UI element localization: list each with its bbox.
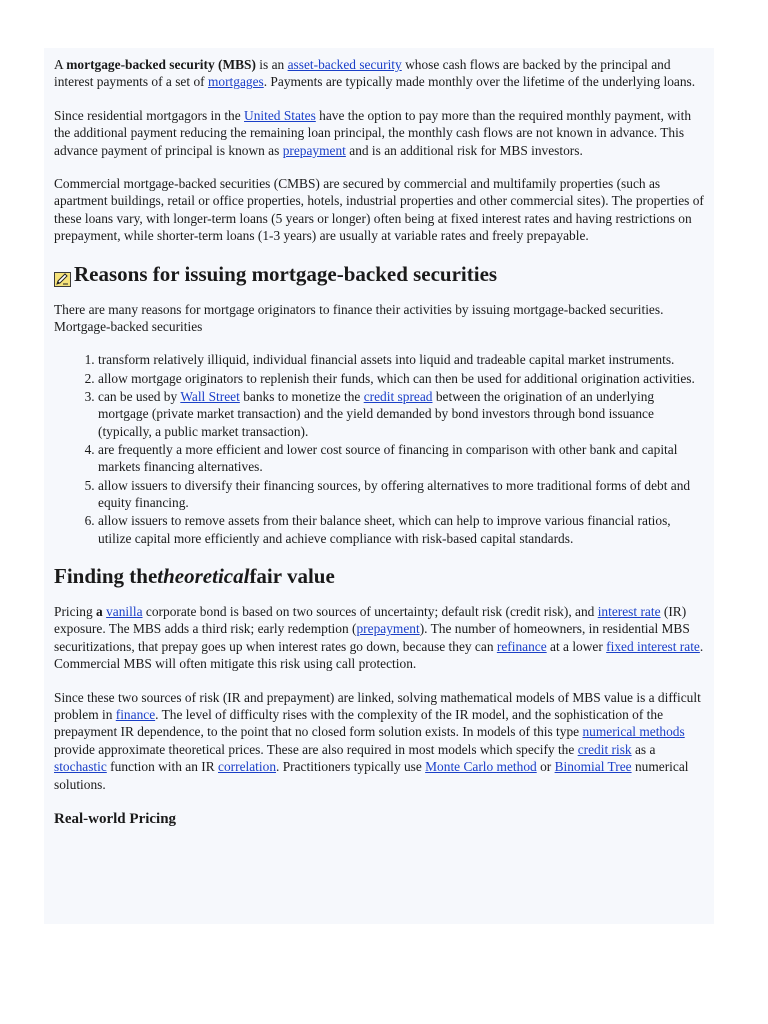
bold-text: a xyxy=(96,603,103,619)
link-refinance[interactable]: refinance xyxy=(496,638,547,654)
text-run: at a lower xyxy=(546,638,607,654)
text-run: corporate bond is based on two sources of uncertainty; default risk (credit risk), and xyxy=(142,603,598,619)
subheading-real-world-pricing: Real-world Pricing xyxy=(54,810,177,827)
text-run: Since these two sources of risk (IR and prepayment) are linked, solving mathematical models of MBS value is a difficult problem in xyxy=(54,689,701,722)
italic-text: theoretical xyxy=(157,563,250,588)
text-run: are frequently a more efficient and lower cost source of financing in comparison with other bank and capital markets financing alternatives. xyxy=(98,441,678,475)
text-run: transform relatively illiquid, individual financial assets into liquid and tradeable capital market instruments. xyxy=(98,352,675,368)
text-run: as a xyxy=(631,741,656,757)
link-binomial-tree[interactable]: Binomial Tree xyxy=(554,759,632,775)
link-credit-spread[interactable]: credit spread xyxy=(363,388,433,404)
link-mortgages[interactable]: mortgages xyxy=(207,74,264,90)
text-run: and is an additional risk for MBS investors. xyxy=(345,142,583,158)
link-stochastic[interactable]: stochastic xyxy=(54,759,107,775)
link-wall-street[interactable]: Wall Street xyxy=(180,388,240,404)
text-run: Commercial mortgage-backed securities (CMBS) are secured by commercial and multifamily properties (such as apartment buildings, retail or office properties, hotels, industrial properties and other commercial sites). The properties of these loans vary, with longer-term loans (5 years or longer) often being at fixed interest rates and having restrictions on prepayment, while shorter-term loans (1-3 years) are usually at variable rates and freely prepayable. xyxy=(54,176,704,244)
fair-value-paragraph-1 xyxy=(54,603,706,673)
link-fixed-interest-rate[interactable]: fixed interest rate xyxy=(606,638,700,654)
text-run: . Payments are typically made monthly over the lifetime of the underlying loans. xyxy=(263,74,696,90)
link-prepayment[interactable]: prepayment xyxy=(282,142,346,158)
text-run: . The level of difficulty rises with the complexity of the IR model, and the sophistication of the prepayment IR dependence, to the point that no closed form solution exists. In models of this type xyxy=(54,706,664,740)
text-run: allow issuers to remove assets from their balance sheet, which can help to improve various financial ratios, utilize capital more efficiently and achieve compliance with risk-based capital standards. xyxy=(98,513,671,546)
section-heading-reasons xyxy=(54,261,706,287)
text-run: allow mortgage originators to replenish their funds, which can then be used for additional origination activities. xyxy=(98,370,695,386)
text-run: have the option to pay more than the required monthly payment, with the additional payment reducing the remaining loan principal, the monthly cash flows are not known in advance. This advance payment of principal is known as xyxy=(54,107,692,158)
link-vanilla[interactable]: vanilla xyxy=(106,603,143,619)
reasons-intro xyxy=(54,301,706,336)
text-run: whose cash flows are backed by the principal and interest payments of a set of xyxy=(54,57,671,90)
link-united-states[interactable]: United States xyxy=(244,107,316,123)
text-run: between the origination of an underlying mortgage (private market transaction) and the yield demanded by bond investors through bond issuance (typically, a public market transaction). xyxy=(98,388,655,439)
reasons-list xyxy=(54,351,706,546)
intro-paragraph-2 xyxy=(54,107,706,159)
edit-icon[interactable] xyxy=(54,267,71,282)
text-run: A xyxy=(54,57,67,72)
text-run: Finding the xyxy=(54,563,158,588)
section-heading-fair-value xyxy=(54,563,706,589)
link-finance[interactable]: finance xyxy=(115,706,156,722)
text-run: There are many reasons for mortgage originators to finance their activities by issuing mortgage-backed securities. Mortgage-backed securities xyxy=(54,301,664,335)
text-run: ). The number of homeowners, in residential MBS securitizations, that prepay goes up when interest rates go down, because they can xyxy=(54,621,690,654)
text-run: (IR) exposure. The MBS adds a third risk; early redemption ( xyxy=(54,603,687,637)
fair-value-paragraph-2 xyxy=(54,689,706,793)
link-prepayment[interactable]: prepayment xyxy=(356,621,420,637)
text-run: . Practitioners typically use xyxy=(276,759,426,775)
list-item xyxy=(98,477,706,512)
intro-paragraph-3 xyxy=(54,175,706,245)
list-item xyxy=(98,388,706,440)
article-page xyxy=(44,48,714,924)
text-run: allow issuers to diversify their financing sources, by offering alternatives to more traditional forms of debt and equity financing. xyxy=(98,477,691,510)
link-correlation[interactable]: correlation xyxy=(218,759,277,775)
text-run: . Commercial MBS will often mitigate this risk using call protection. xyxy=(54,638,704,672)
list-item xyxy=(98,351,706,368)
bold-text: mortgage-backed security (MBS) xyxy=(66,57,256,72)
text-run: Since residential mortgagors in the xyxy=(54,107,245,123)
section-heading-reasons-text: Reasons for issuing mortgage-backed securities xyxy=(74,261,498,286)
link-interest-rate[interactable]: interest rate xyxy=(597,603,661,619)
link-asset-backed-security[interactable]: asset-backed security xyxy=(287,57,402,72)
text-run: is an xyxy=(255,57,288,72)
text-run: Pricing xyxy=(54,603,97,619)
list-item xyxy=(98,512,706,547)
link-numerical-methods[interactable]: numerical methods xyxy=(582,724,685,740)
text-run: provide approximate theoretical prices. These are also required in most models which specify the xyxy=(54,741,578,757)
text-run: numerical solutions. xyxy=(54,759,689,792)
link-monte-carlo-method[interactable]: Monte Carlo method xyxy=(425,759,537,775)
list-item xyxy=(98,370,706,387)
text-run: or xyxy=(536,759,555,775)
text-run: fair value xyxy=(249,563,335,588)
text-run: can be used by xyxy=(98,388,181,404)
intro-paragraph-1 xyxy=(54,56,706,91)
list-item xyxy=(98,441,706,476)
text-run: function with an IR xyxy=(106,759,219,775)
link-credit-risk[interactable]: credit risk xyxy=(577,741,632,757)
text-run: banks to monetize the xyxy=(239,388,364,404)
